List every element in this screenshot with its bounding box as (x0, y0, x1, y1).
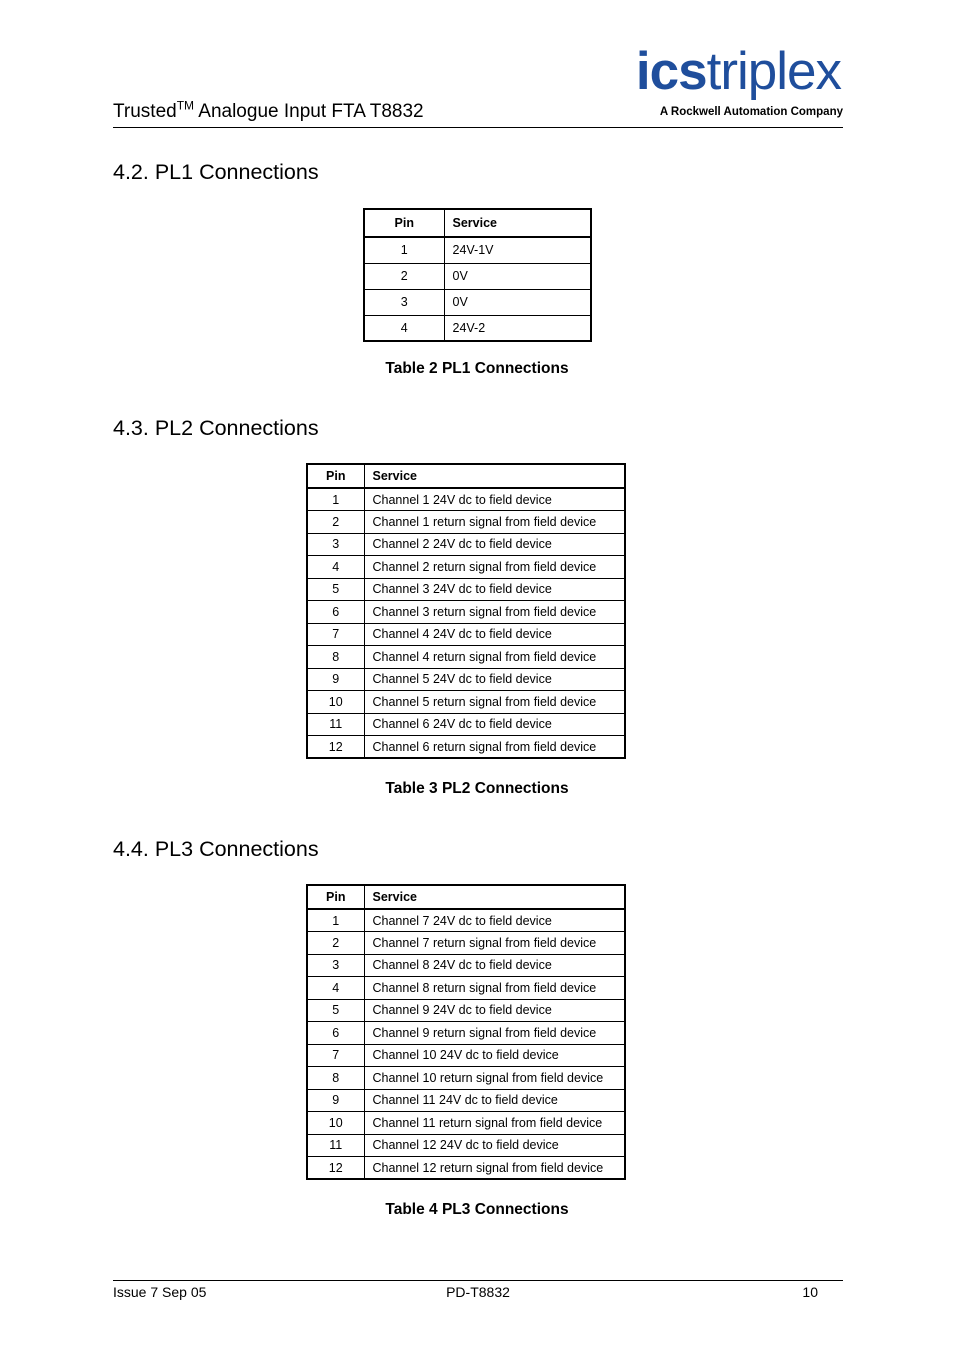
document-title (113, 98, 424, 123)
table-row (307, 691, 625, 714)
table-row (364, 237, 591, 263)
pin-cell: 1 (364, 237, 444, 263)
service-cell: Channel 7 24V dc to field device (364, 909, 625, 932)
table-row (307, 1157, 625, 1180)
table-row (307, 1112, 625, 1135)
table-row (307, 1067, 625, 1090)
service-cell: 0V (444, 263, 591, 289)
service-cell: Channel 2 24V dc to field device (364, 533, 625, 556)
pin-cell: 4 (364, 315, 444, 341)
logo-wordmark (636, 44, 841, 100)
pin-cell: 2 (307, 932, 364, 955)
pin-cell: 3 (364, 289, 444, 315)
pin-cell: 12 (307, 1157, 364, 1180)
column-header-pin: Pin (307, 464, 364, 488)
pin-cell: 8 (307, 1067, 364, 1090)
table-header-row (307, 885, 625, 909)
table-caption-pl2: Table 3 PL2 Connections (385, 780, 569, 797)
service-cell: 24V-1V (444, 237, 591, 263)
table-header-row (364, 209, 591, 237)
pl1-connections-table (363, 208, 592, 342)
table-row (364, 289, 591, 315)
service-cell: Channel 5 return signal from field device (364, 691, 625, 714)
table-caption-pl3: Table 4 PL3 Connections (385, 1201, 569, 1218)
table-row (307, 1134, 625, 1157)
service-cell: Channel 12 24V dc to field device (364, 1134, 625, 1157)
pin-cell: 11 (307, 1134, 364, 1157)
table-row (307, 977, 625, 1000)
pin-cell: 1 (307, 488, 364, 511)
pin-cell: 9 (307, 1089, 364, 1112)
table-row (307, 578, 625, 601)
issue-date: Issue 7 Sep 05 (113, 1284, 207, 1300)
service-cell: Channel 7 return signal from field device (364, 932, 625, 955)
table-header-row (307, 464, 625, 488)
pin-cell: 12 (307, 736, 364, 759)
table-row (307, 1022, 625, 1045)
table-row (307, 999, 625, 1022)
service-cell: Channel 9 24V dc to field device (364, 999, 625, 1022)
pin-cell: 6 (307, 1022, 364, 1045)
service-cell: Channel 9 return signal from field device (364, 1022, 625, 1045)
pin-cell: 8 (307, 646, 364, 669)
table-row (307, 556, 625, 579)
table-row (307, 954, 625, 977)
service-cell: Channel 1 return signal from field device (364, 511, 625, 534)
pin-cell: 10 (307, 691, 364, 714)
table-row (307, 1044, 625, 1067)
service-cell: Channel 4 return signal from field device (364, 646, 625, 669)
section-title-pl2: 4.3. PL2 Connections (113, 416, 319, 440)
ics-triplex-logo (611, 44, 843, 122)
service-cell: 0V (444, 289, 591, 315)
service-cell: Channel 8 24V dc to field device (364, 954, 625, 977)
pin-cell: 3 (307, 533, 364, 556)
pl3-connections-table (306, 884, 626, 1180)
table-row (307, 909, 625, 932)
service-cell: Channel 8 return signal from field device (364, 977, 625, 1000)
column-header-service: Service (444, 209, 591, 237)
title-suffix: Analogue Input FTA T8832 (194, 101, 424, 122)
pin-cell: 1 (307, 909, 364, 932)
table-row (307, 736, 625, 759)
column-header-service: Service (364, 464, 625, 488)
service-cell: Channel 2 return signal from field device (364, 556, 625, 579)
pin-cell: 4 (307, 977, 364, 1000)
page-footer (113, 1280, 843, 1304)
service-cell: 24V-2 (444, 315, 591, 341)
table-row (307, 533, 625, 556)
logo-light-text: triplex (706, 42, 841, 101)
service-cell: Channel 10 return signal from field device (364, 1067, 625, 1090)
service-cell: Channel 6 return signal from field device (364, 736, 625, 759)
logo-bold-text: ics (635, 42, 707, 101)
service-cell: Channel 3 24V dc to field device (364, 578, 625, 601)
table-row (307, 623, 625, 646)
service-cell: Channel 5 24V dc to field device (364, 668, 625, 691)
table-row (364, 315, 591, 341)
table-row (307, 646, 625, 669)
table-row (307, 668, 625, 691)
service-cell: Channel 10 24V dc to field device (364, 1044, 625, 1067)
pin-cell: 5 (307, 578, 364, 601)
pin-cell: 3 (307, 954, 364, 977)
pin-cell: 7 (307, 1044, 364, 1067)
pin-cell: 10 (307, 1112, 364, 1135)
trademark-mark: TM (176, 98, 195, 113)
column-header-pin: Pin (364, 209, 444, 237)
pin-cell: 11 (307, 713, 364, 736)
table-caption-pl1: Table 2 PL1 Connections (385, 360, 569, 377)
pin-cell: 4 (307, 556, 364, 579)
column-header-pin: Pin (307, 885, 364, 909)
service-cell: Channel 11 return signal from field device (364, 1112, 625, 1135)
service-cell: Channel 1 24V dc to field device (364, 488, 625, 511)
table-row (364, 263, 591, 289)
table-row (307, 713, 625, 736)
pin-cell: 5 (307, 999, 364, 1022)
service-cell: Channel 6 24V dc to field device (364, 713, 625, 736)
section-title-pl3: 4.4. PL3 Connections (113, 837, 319, 861)
service-cell: Channel 4 24V dc to field device (364, 623, 625, 646)
pin-cell: 2 (364, 263, 444, 289)
column-header-service: Service (364, 885, 625, 909)
table-row (307, 932, 625, 955)
page-number: 10 (802, 1284, 818, 1300)
title-prefix: Trusted (113, 101, 177, 122)
service-cell: Channel 12 return signal from field device (364, 1157, 625, 1180)
table-row (307, 511, 625, 534)
service-cell: Channel 3 return signal from field device (364, 601, 625, 624)
service-cell: Channel 11 24V dc to field device (364, 1089, 625, 1112)
section-title-pl1: 4.2. PL1 Connections (113, 160, 319, 184)
pin-cell: 9 (307, 668, 364, 691)
table-row (307, 488, 625, 511)
pl2-connections-table (306, 463, 626, 759)
pin-cell: 6 (307, 601, 364, 624)
logo-tagline: A Rockwell Automation Company (659, 106, 843, 118)
pin-cell: 7 (307, 623, 364, 646)
page-header (113, 40, 843, 128)
pin-cell: 2 (307, 511, 364, 534)
table-row (307, 1089, 625, 1112)
table-row (307, 601, 625, 624)
document-id: PD-T8832 (446, 1284, 510, 1300)
